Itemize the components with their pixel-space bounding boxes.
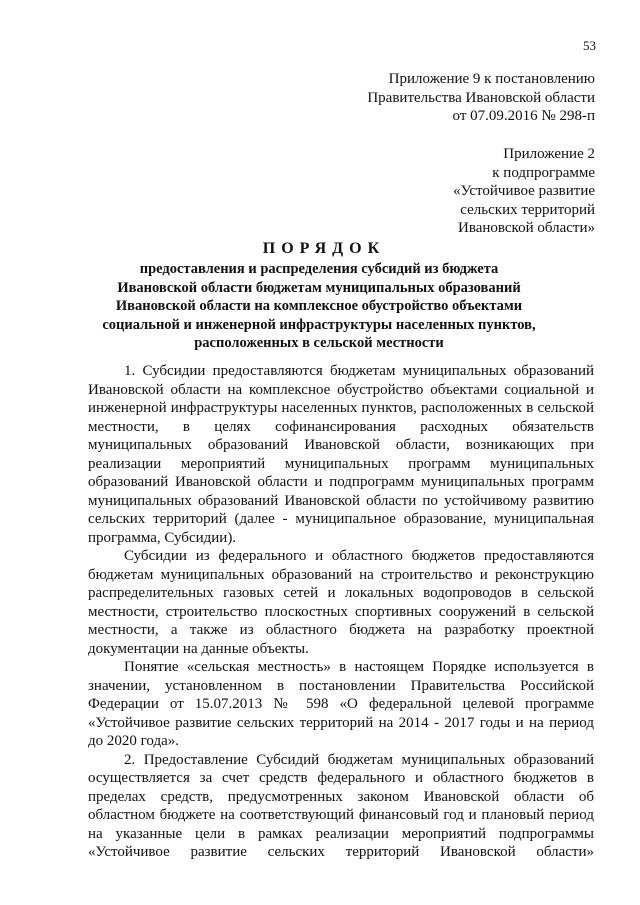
subtitle-line: социальной и инженерной инфраструктуры населенных пунктов,: [102, 316, 536, 333]
appendix-line: «Устойчивое развитие: [453, 183, 595, 199]
text-line: пределах средств, предусмотренных законом Ивановской области об: [88, 788, 594, 805]
appendix-line: Ивановской области»: [458, 220, 595, 236]
subtitle-line: Ивановской области бюджетам муниципальных образований: [117, 279, 521, 296]
appendix-reference-main: [367, 70, 595, 126]
document-title: ПОРЯДОК: [262, 240, 386, 257]
text-line: муниципальных образований Ивановской области по устойчивому развитию: [88, 492, 594, 509]
text-line: значении, установленном в постановлении Правительства Российской: [88, 677, 594, 694]
appendix-line: сельских территорий: [460, 201, 595, 218]
text-line: осуществляется за счет средств федерального и областного бюджетов в: [88, 770, 594, 786]
text-line: местности, а также из областного бюджета на разработку проектной: [88, 622, 594, 638]
text-line: документации на данные объекты.: [88, 640, 309, 657]
text-line: до 2020 года».: [88, 733, 180, 749]
subtitle-line: Ивановской области на комплексное обустройство объектами: [115, 298, 523, 314]
text-line: распределительных газовых сетей и локальных водопроводов в сельской: [88, 585, 594, 601]
text-line: областном бюджете на соответствующий финансовый год и плановый период: [88, 807, 594, 823]
appendix-line: Правительства Ивановской области: [367, 89, 595, 106]
body-text: [88, 362, 594, 862]
text-line: «Устойчивое развитие сельских территорий на 2014 - 2017 годы и на период: [88, 714, 594, 731]
text-line: программа, Субсидии).: [88, 529, 237, 546]
text-line: «Устойчивое развитие сельских территорий Ивановской области»: [88, 844, 594, 860]
paragraph-2: [88, 547, 594, 658]
appendix-line: Приложение 9 к постановлению: [388, 71, 595, 87]
document-subtitle: [100, 260, 538, 353]
page-number: 53: [583, 38, 596, 53]
paragraph-4: [88, 751, 594, 862]
text-line: Субсидии из федерального и областного бюджетов предоставляются: [124, 548, 594, 564]
text-line: реализации мероприятий муниципальных программ муниципальных: [88, 455, 594, 472]
text-line: бюджетам муниципальных образований на строительство и реконструкцию: [88, 566, 594, 583]
text-line: муниципальных образований Ивановской области, возникающих при: [88, 437, 594, 453]
text-line: местности, строительство плоскостных спортивных сооружений в сельской: [88, 603, 594, 620]
subtitle-line: предоставления и распределения субсидий из бюджета: [139, 261, 499, 277]
text-line: Федерации от 15.07.2013 № 598 «О федеральной целевой программе: [88, 696, 594, 712]
text-line: Понятие «сельская местность» в настоящем Порядке используется в: [124, 659, 594, 675]
paragraph-1: [88, 362, 594, 547]
text-line: 1. Субсидии предоставляются бюджетам муниципальных образований: [124, 363, 594, 379]
text-line: 2. Предоставление Субсидий бюджетам муниципальных образований: [124, 751, 594, 768]
text-line: местности, в целях софинансирования расходных обязательств: [88, 418, 594, 435]
subtitle-line: расположенных в сельской местности: [194, 335, 444, 351]
text-line: на указанные цели в рамках реализации мероприятий подпрограммы: [88, 825, 594, 842]
text-line: сельских территорий (далее - муниципальное образование, муниципальная: [88, 511, 594, 527]
appendix-line: к подпрограмме: [492, 164, 595, 181]
appendix-line: от 07.09.2016 № 298-п: [452, 108, 595, 124]
text-line: Ивановской области на комплексное обустройство объектами социальной и: [88, 381, 594, 398]
appendix-reference-sub: [453, 145, 595, 238]
paragraph-3: [88, 658, 594, 751]
text-line: образований Ивановской области и подпрограмм муниципальных программ: [88, 474, 594, 490]
appendix-line: Приложение 2: [503, 146, 595, 162]
text-line: инженерной инфраструктуры населенных пунктов, расположенных в сельской: [88, 400, 594, 416]
